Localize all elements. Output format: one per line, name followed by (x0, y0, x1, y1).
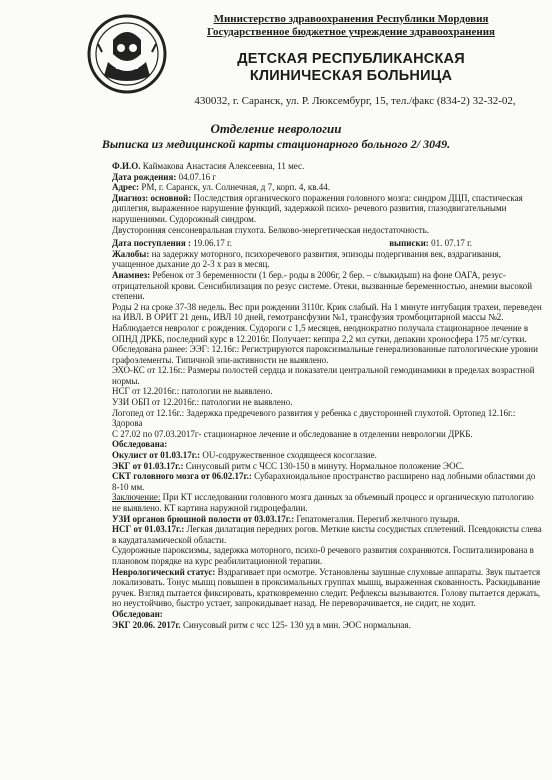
admission-out-label: выписки: (389, 238, 429, 249)
admission-dates-line (112, 238, 542, 249)
nsg-label: НСГ от 01.03.17г.: (112, 524, 185, 535)
extract-title: Выписка из медицинской карты стационарного больного 2/ 3049. (101, 137, 451, 151)
us-line (112, 514, 542, 525)
nsg-line (112, 524, 542, 545)
ministry-line-1: Министерство здравоохранения Республики Мордовия (213, 13, 489, 25)
dob-label: Дата рождения: (112, 171, 177, 182)
oculist-label: Окулист от 01.03.17г.: (112, 450, 201, 461)
exams-heading: Обследована: (112, 439, 168, 450)
anamnesis-us: УЗИ ОБП от 12.2016г.: патологии не выявлено. (112, 397, 293, 408)
ecg-text: Синусовый ритм с ЧСС 130-150 в минуту. Нормальное положение ЭОС. (185, 460, 464, 471)
complaints-line (112, 249, 542, 270)
complaints-label: Жалобы: (112, 248, 150, 259)
ecg-label: ЭКГ от 01.03.17г.: (112, 460, 184, 471)
nsg-text: Легкая дилатация передних рогов. Меткие кисты сосудистых сплетений. Псевдокисты слева в каудаталамической области. (112, 524, 542, 545)
neuro-status-line (112, 567, 542, 609)
admission-out (389, 238, 472, 249)
conclusion-label: Заключение: (112, 492, 161, 503)
final-exams-heading: Обследован: (112, 608, 163, 619)
diagnosis-label: Диагноз: основной: (112, 192, 192, 203)
us-label: УЗИ органов брюшной полости от 03.03.17г.: (112, 513, 295, 524)
seizures-text: Судорожные пароксизмы, задержка моторного, психо-0 речевого развития сохраняются. Госпитализирована в плановом порядке на курс реабилитационной терапии. (112, 545, 534, 566)
conclusion-text: При КТ исследовании головного мозга данных за объемный процесс и органическую патологию не выявлено. КТ картина наружной гидроцефалии. (112, 492, 534, 513)
anamnesis-hospital: С 27.02 по 07.03.2017г- стационарное лечение и обследование в отделении неврологии ДРКБ. (112, 428, 473, 439)
admission-in-date: 19.06.17 г. (193, 238, 232, 249)
complaints-text: на задержку моторного, психоречевого развития, эпизоды подергивания век, вздрагивания, учащенное дыхание до 2-3 х раз в месяц. (112, 248, 501, 270)
neuro-status-label: Неврологический статус: (112, 566, 216, 577)
admission-out-date: 01. 07.17 г. (431, 238, 472, 249)
neuro-status-text: Вздрагивает при осмотре. Установлены заушные слуховые аппараты. Звук пытается локализовать. Тонус мышц повышен в проксимальных группах мышц, выраженная скованность. Раскидывание ручек. Взгляд пытается фиксировать, кратковременно следит. Рефлексы вызываются. Голову пытается держать, но неустойчиво, быстро устает, запрокидывает назад. Не переворачивается, не сидит, не ходит. (112, 566, 541, 609)
hospital-address: 430032, г. Саранск, ул. Р. Люксембург, 15, тел./факс (834-2) 32-32-02, (194, 95, 516, 107)
anamnesis-label: Анамнез: (112, 269, 151, 280)
ministry-line-2: Государственное бюджетное учреждение здравоохранения (207, 26, 495, 38)
conclusion-line (112, 492, 542, 513)
hospital-name-line-2: КЛИНИЧЕСКАЯ БОЛЬНИЦА (249, 68, 453, 84)
patient-address: РМ, г. Саранск, ул. Солнечная, д 7, корп. 4, кв.44. (141, 182, 330, 193)
birth-date: 04.07.16 г (178, 171, 217, 182)
anamnesis-echo: ЭХО-КС от 12.16г.: Размеры полостей сердца и показатели центральной гемодинамики в пределах возрастной нормы. (112, 365, 535, 386)
oculist-text: OU-содружественное сходящееся косоглазие. (202, 450, 377, 461)
hospital-logo (86, 12, 168, 94)
patient-name: Каймакова Анастасия Алексеевна, 11 мес. (142, 161, 305, 171)
anamnesis-speech: Логопед от 12.16г.: Задержка предречевого развития у ребенка с двусторонней глухотой. Ортопед 12.16г.: Здорова (112, 407, 516, 429)
anamnesis-text: Ребенок от 3 беременности (1 бер.- роды в 2006г, 2 бер. – с/выкидыш) на фоне ОАГА, резус- отрицательной крови. Сенсибилизация по резус системе. Отеки, вызванные беременностью, анемии высокой степени. (112, 269, 533, 302)
final-ecg-text: Синусовый ритм с чсс 125- 130 уд в мин. ЭОС нормальная. (182, 619, 411, 630)
diagnosis-line (112, 193, 542, 225)
birth-date-line (112, 172, 542, 183)
admission-in-label: Дата поступления : (112, 238, 191, 249)
anamnesis-nsg: НСГ от 12.2016г.: патологии не выявлено. (112, 386, 273, 397)
patient-address-line (112, 182, 542, 193)
anamnesis-line (112, 270, 542, 302)
diagnosis-secondary: Двусторонняя сенсоневральная глухота. Белково-энергетическая недостаточность. (112, 224, 430, 235)
hospital-name (196, 51, 506, 85)
anamnesis-neurologist: Наблюдается невролог с рождения. Судороги с 1,5 месяцев, неоднократно получала стационарное лечение в ОПНД ДРКБ, последний курс в 12.2016г. Получает: кеппра 2,2 мл сутки, депакин хроносфера 175 мг/сутки. Обследована ранее: ЭЭГ: 12.16г.: Регистрируются пароксизмальные генерализованные патологические уровни графоэлементы. Типичной эпи-активности не выявлено. (112, 322, 538, 365)
patient-name-line (112, 161, 542, 172)
address-label: Адрес: (112, 182, 140, 193)
final-ecg-line (112, 620, 542, 631)
ct-label: СКТ головного мозга от 06.02.17г.: (112, 471, 252, 482)
diagnosis-text: Последствия органического поражения головного мозга: синдром ДЦП, спастическая диплегия, выраженное нарушение функций, задержкой психо- речевого развития, глазодвигательными нарушениями. Судорожный синдром. (112, 192, 523, 224)
anamnesis-birth: Роды 2 на сроке 37-38 недель. Вес при рождении 3110г. Крик слабый. На 1 минуте интубация трахеи, переведен на ИВЛ. В ОРИТ 21 день, ИВЛ 10 дней, гемотрансфузии №1, трансфузия тромбоцитарной массы №2. (112, 301, 542, 323)
final-ecg-label: ЭКГ 20.06. 2017г. (112, 619, 181, 630)
ct-line (112, 471, 542, 492)
ministry-header (196, 13, 506, 39)
oculist-line (112, 450, 542, 461)
department-title: Отделение неврологии (210, 121, 342, 136)
ct-text: Субарахноидальное пространство расширено над лобными областями до 8-10 мм. (112, 471, 536, 492)
ecg-line (112, 461, 542, 472)
fio-label: Ф.И.О. (112, 161, 141, 171)
document-body (112, 161, 542, 630)
admission-in (112, 238, 232, 249)
us-text: Гепатомегалия. Перегиб желчного пузыря. (296, 513, 460, 524)
hospital-name-line-1: ДЕТСКАЯ РЕСПУБЛИКАНСКАЯ (237, 51, 465, 67)
